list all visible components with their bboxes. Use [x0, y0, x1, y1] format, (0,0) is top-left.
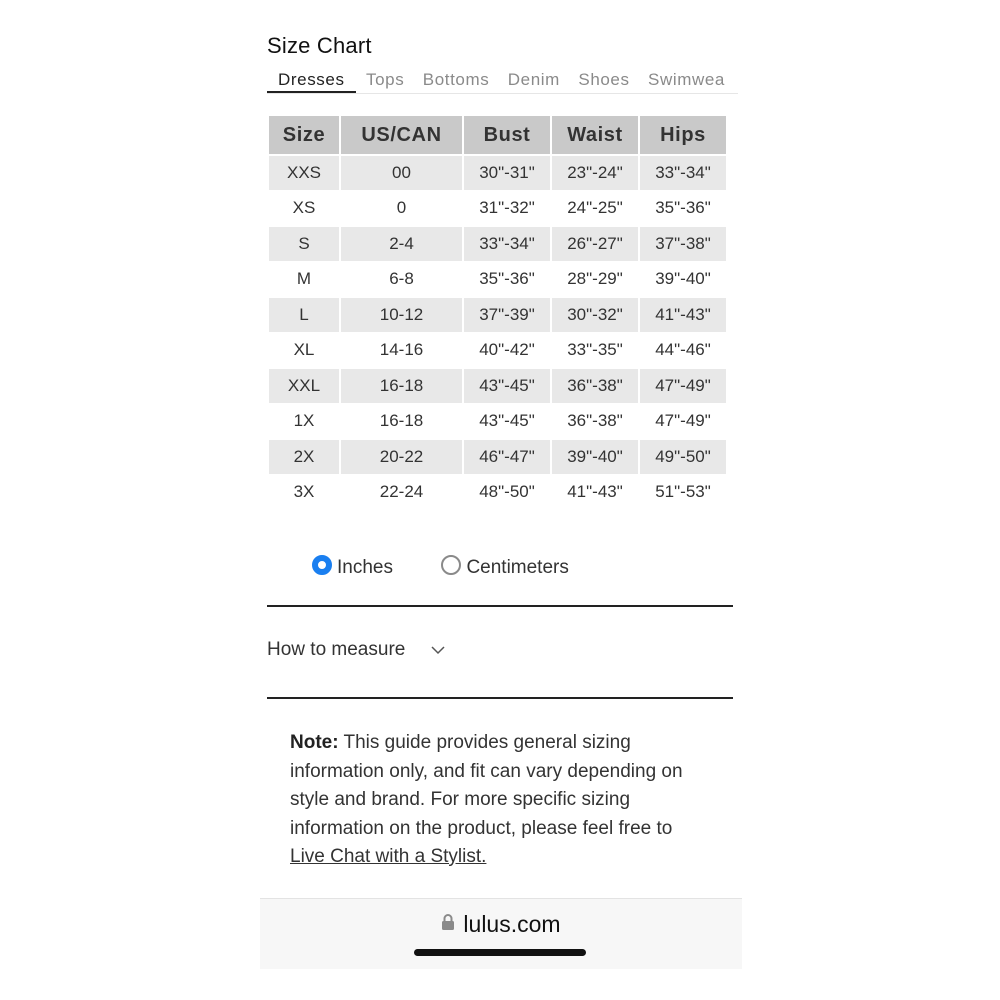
bust-cell: 48"-50"	[479, 482, 535, 502]
bust-cell: 46"-47"	[464, 440, 550, 474]
note-text: This guide provides general sizing information only, and fit can vary depending on style and brand. For more specific sizing information on the product, please feel free to	[290, 732, 683, 839]
us-can-cell: 6-8	[389, 269, 414, 289]
table-row	[269, 192, 726, 226]
hips-cell: 44"-46"	[655, 340, 711, 360]
table-row	[269, 227, 726, 261]
table-row	[269, 405, 726, 439]
tab-denim[interactable]: Denim	[507, 70, 560, 89]
hips-cell: 47"-49"	[640, 369, 726, 403]
tab-swimwear[interactable]: Swimwea	[648, 70, 725, 89]
bust-cell: 33"-34"	[464, 227, 550, 261]
browser-address-bar[interactable]	[260, 898, 742, 969]
inches-radio[interactable]	[312, 555, 332, 575]
header-hips: Hips	[640, 116, 726, 154]
inches-label: Inches	[337, 557, 393, 578]
us-can-cell: 22-24	[379, 482, 424, 502]
waist-cell: 36"-38"	[552, 369, 638, 403]
size-table	[267, 114, 728, 511]
size-cell: L	[269, 298, 339, 332]
size-cell: S	[269, 227, 339, 261]
centimeters-radio[interactable]	[441, 555, 461, 575]
hips-cell: 37"-38"	[640, 227, 726, 261]
table-row	[269, 476, 726, 510]
size-cell: M	[296, 269, 312, 289]
tab-dresses[interactable]: Dresses	[267, 66, 356, 93]
size-cell: 1X	[293, 411, 315, 431]
us-can-cell: 0	[396, 198, 407, 218]
table-row	[269, 156, 726, 190]
bust-cell: 35"-36"	[479, 269, 535, 289]
bust-cell: 31"-32"	[479, 198, 535, 218]
table-row	[269, 334, 726, 368]
waist-cell: 33"-35"	[567, 340, 623, 360]
us-can-cell: 16-18	[341, 369, 462, 403]
hips-cell: 41"-43"	[640, 298, 726, 332]
header-size: Size	[269, 116, 339, 154]
hips-cell: 51"-53"	[655, 482, 711, 502]
how-to-measure-toggle[interactable]	[267, 639, 445, 665]
hips-cell: 33"-34"	[640, 156, 726, 190]
unit-selector	[312, 554, 569, 582]
size-cell: XXL	[269, 369, 339, 403]
size-cell: 2X	[269, 440, 339, 474]
table-row	[269, 298, 726, 332]
us-can-cell: 2-4	[341, 227, 462, 261]
size-cell: XL	[293, 340, 315, 360]
table-row	[269, 369, 726, 403]
bust-cell: 40"-42"	[479, 340, 535, 360]
us-can-cell: 10-12	[341, 298, 462, 332]
waist-cell: 30"-32"	[552, 298, 638, 332]
header-bust: Bust	[464, 116, 550, 154]
header-us-can: US/CAN	[341, 116, 462, 154]
lock-icon	[441, 910, 455, 937]
tab-shoes[interactable]: Shoes	[578, 70, 630, 89]
us-can-cell: 00	[341, 156, 462, 190]
waist-cell: 24"-25"	[567, 198, 623, 218]
inches-option[interactable]	[312, 554, 393, 582]
home-indicator[interactable]	[414, 949, 586, 956]
size-cell: XXS	[269, 156, 339, 190]
divider	[267, 605, 733, 607]
waist-cell: 28"-29"	[567, 269, 623, 289]
bust-cell: 37"-39"	[464, 298, 550, 332]
centimeters-label: Centimeters	[466, 557, 569, 578]
how-to-measure-label: How to measure	[267, 639, 406, 661]
bust-cell: 43"-45"	[464, 369, 550, 403]
hips-cell: 39"-40"	[655, 269, 711, 289]
table-header-row	[269, 116, 726, 154]
live-chat-link[interactable]: Live Chat with a Stylist.	[290, 846, 487, 867]
us-can-cell: 14-16	[379, 340, 424, 360]
bust-cell: 43"-45"	[479, 411, 535, 431]
table-row	[269, 440, 726, 474]
tab-bottoms[interactable]: Bottoms	[422, 70, 490, 89]
header-waist: Waist	[552, 116, 638, 154]
us-can-cell: 20-22	[341, 440, 462, 474]
url-display[interactable]	[260, 911, 742, 938]
url-text: lulus.com	[463, 911, 561, 937]
table-row	[269, 263, 726, 297]
size-cell: 3X	[293, 482, 315, 502]
sizing-note	[290, 729, 710, 872]
bust-cell: 30"-31"	[464, 156, 550, 190]
hips-cell: 35"-36"	[655, 198, 711, 218]
page-title: Size Chart	[267, 33, 372, 58]
waist-cell: 26"-27"	[552, 227, 638, 261]
waist-cell: 41"-43"	[567, 482, 623, 502]
note-label: Note:	[290, 732, 339, 753]
waist-cell: 36"-38"	[567, 411, 623, 431]
hips-cell: 47"-49"	[655, 411, 711, 431]
waist-cell: 39"-40"	[552, 440, 638, 474]
us-can-cell: 16-18	[379, 411, 424, 431]
divider	[267, 697, 733, 699]
centimeters-option[interactable]	[441, 554, 568, 582]
tab-tops[interactable]: Tops	[366, 70, 405, 89]
waist-cell: 23"-24"	[552, 156, 638, 190]
size-cell: XS	[292, 198, 316, 218]
chevron-down-icon	[431, 639, 445, 661]
category-tabs	[267, 66, 738, 94]
hips-cell: 49"-50"	[640, 440, 726, 474]
